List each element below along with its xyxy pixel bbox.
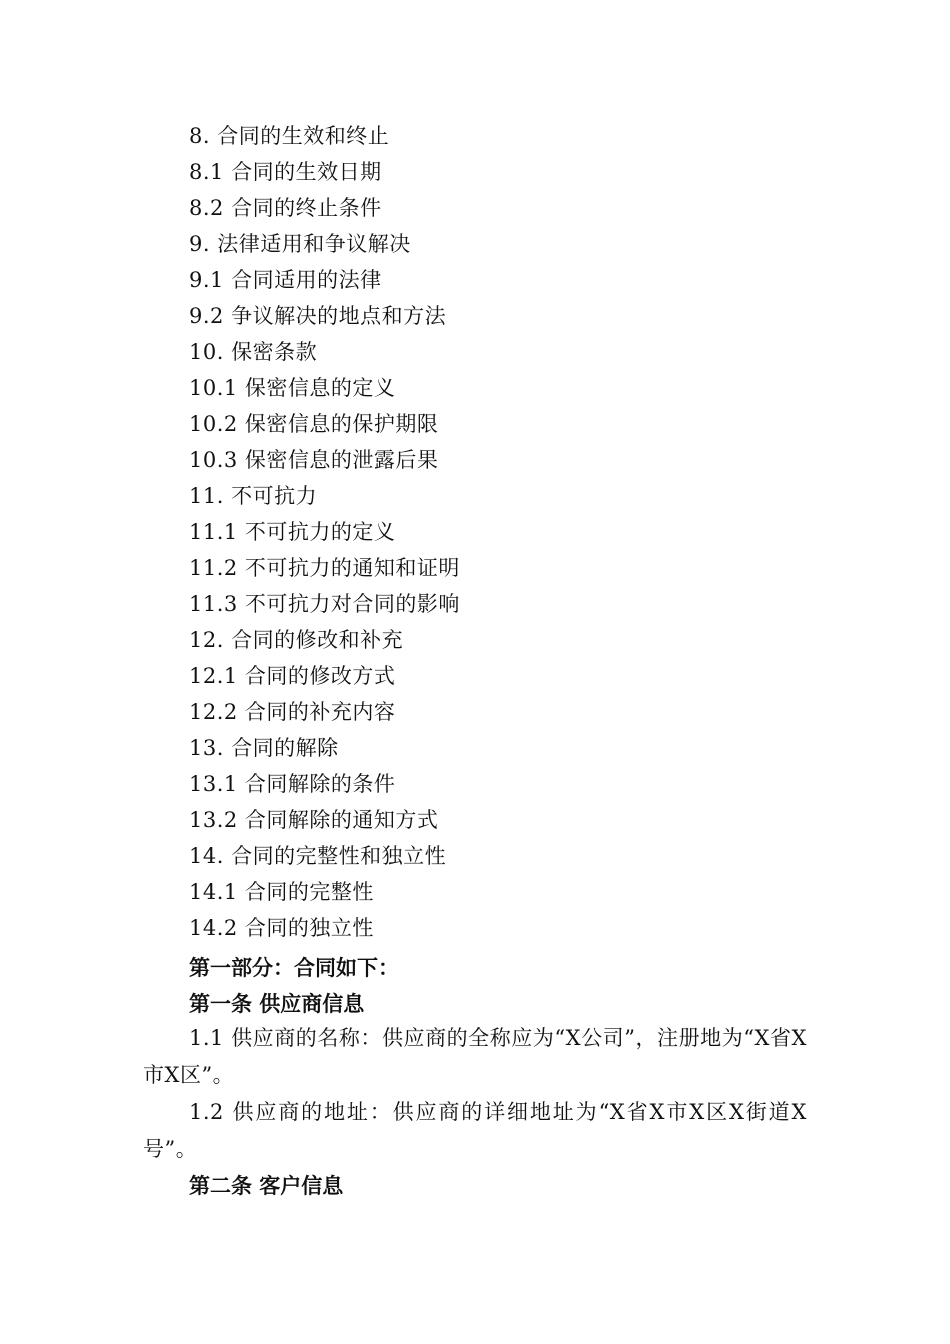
- toc-item: 11.3 不可抗力对合同的影响: [189, 592, 460, 616]
- toc-item: 14.2 合同的独立性: [189, 916, 374, 940]
- toc-item: 13.1 合同解除的条件: [189, 772, 396, 796]
- table-of-contents: [189, 118, 460, 946]
- toc-item: 12.1 合同的修改方式: [189, 664, 396, 688]
- toc-item: 11. 不可抗力: [189, 484, 318, 508]
- toc-item: 9.2 争议解决的地点和方法: [189, 304, 447, 328]
- toc-item: 11.1 不可抗力的定义: [189, 520, 396, 544]
- toc-item: 12.2 合同的补充内容: [189, 700, 396, 724]
- toc-item: 14.1 合同的完整性: [189, 880, 374, 904]
- toc-item: 8.1 合同的生效日期: [189, 160, 382, 184]
- toc-item: 13.2 合同解除的通知方式: [189, 808, 439, 832]
- article-2-heading: 第二条 客户信息: [189, 1174, 344, 1198]
- toc-item: 8.2 合同的终止条件: [189, 196, 382, 220]
- toc-item: 9. 法律适用和争议解决: [189, 232, 411, 256]
- toc-item: 8. 合同的生效和终止: [189, 124, 390, 148]
- toc-item: 14. 合同的完整性和独立性: [189, 844, 447, 868]
- article-1-heading: 第一条 供应商信息: [189, 992, 365, 1016]
- toc-item: 10.3 保密信息的泄露后果: [189, 448, 439, 472]
- toc-item: 10.1 保密信息的定义: [189, 376, 396, 400]
- toc-item: 13. 合同的解除: [189, 736, 339, 760]
- toc-item: 11.2 不可抗力的通知和证明: [189, 556, 460, 580]
- clause-1-2: 1.2 供应商的地址：供应商的详细地址为“X省X市X区X街道X号”。: [143, 1100, 807, 1161]
- toc-item: 12. 合同的修改和补充: [189, 628, 404, 652]
- clause-1-1: 1.1 供应商的名称：供应商的全称应为“X公司”，注册地为“X省X市X区”。: [143, 1026, 807, 1087]
- part-heading: 第一部分：合同如下：: [189, 956, 399, 980]
- toc-item: 10. 保密条款: [189, 340, 318, 364]
- toc-item: 10.2 保密信息的保护期限: [189, 412, 439, 436]
- toc-item: 9.1 合同适用的法律: [189, 268, 382, 292]
